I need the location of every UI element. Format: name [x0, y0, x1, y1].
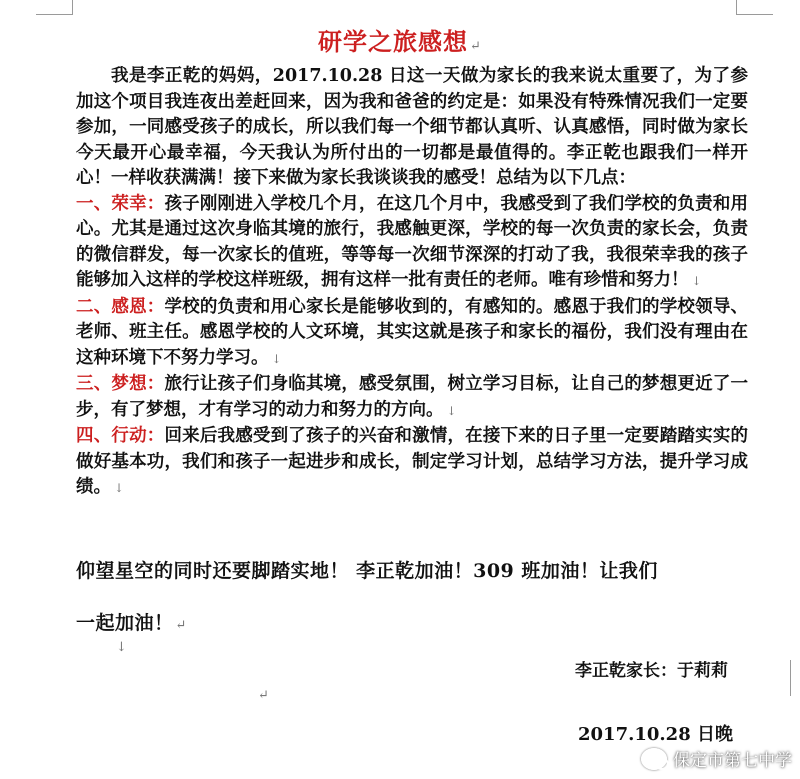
empty-paragraph-mark-icon: ↵ [258, 688, 269, 703]
section-heading-3: 三、梦想： [76, 374, 165, 394]
crop-mark-top-left [36, 0, 73, 15]
closing-line-1: 仰望星空的同时还要脚踏实地！ 李正乾加油！309 班加油！让我们 [76, 560, 658, 582]
section-text-2: 学校的负责和用心家长是能够收到的，有感知的。感恩于我们的学校领导、老师、班主任。感恩学校的人文环境，其实这就是孩子和家长的福份，我们没有理由在这种环境下不努力学习。 [76, 296, 749, 368]
section-paragraph-3 [76, 372, 748, 424]
section-text-3: 旅行让孩子们身临其境，感受氛围，树立学习目标，让自己的梦想更近了一步，有了梦想，才有学习的动力和努力的方向。 [76, 374, 749, 420]
section-heading-4: 四、行动： [76, 426, 165, 446]
section-paragraph-2 [76, 295, 748, 373]
closing-line-2-text: 一起加油！ [76, 612, 174, 634]
section-paragraph-4 [76, 424, 748, 502]
closing-line-2 [76, 597, 756, 652]
watermark [641, 746, 792, 771]
document-date: 2017.10.28 日晚 [578, 724, 733, 745]
closing-block [76, 545, 756, 652]
signature: 李正乾家长：于莉莉 [575, 661, 728, 681]
document-body [76, 64, 748, 502]
return-mark-icon: ↓ [691, 274, 702, 288]
paragraph-mark-icon: ↵ [470, 39, 482, 54]
section-heading-2: 二、感恩： [76, 296, 165, 317]
intro-text: 我是李正乾的妈妈，2017.10.28 日这一天做为家长的我来说太重要了，为了参加这个项目我连夜出差赶回来，因为我和爸爸的约定是：如果没有特殊情况我们一定要参加，一同感受孩子的成长，所以我们每一个细节都认真听、认真感悟，同时做为家长今天最开心最幸福，今天我认为所付出的一切都是最值得的。李正乾也跟我们一样开心！一样收获满满！接下来做为家长我谈谈我的感受！总结为以下几点： [76, 66, 748, 188]
crop-mark-right [790, 660, 792, 696]
section-heading-1: 一、荣幸： [76, 193, 165, 214]
section-text-1: 孩子刚刚进入学校几个月，在这几个月中，我感受到了我们学校的负责和用心。尤其是通过这次身临其境的旅行，我感触更深，学校的每一次负责的家长会，负责的微信群发，每一次家长的值班，等等每一次细节深深的打动了我，我很荣幸我的孩子能够加入这样的学校这样班级，拥有这样一批有责任的老师。唯有珍惜和努力！ [76, 193, 749, 290]
section-text-4: 回来后我感受到了孩子的兴奋和激情，在接下来的日子里一定要踏踏实实的做好基本功，我们和孩子一起进步和成长，制定学习计划，总结学习方法，提升学习成绩。 [76, 426, 749, 497]
wechat-icon [641, 748, 667, 770]
crop-mark-top-right [736, 0, 773, 15]
return-mark-icon: ↓ [446, 403, 457, 418]
empty-line-mark-icon: ↓ [116, 640, 127, 655]
return-mark-icon: ↓ [271, 351, 282, 366]
intro-paragraph [76, 64, 748, 192]
return-mark-icon: ↓ [114, 481, 125, 495]
section-paragraph-1 [76, 192, 748, 295]
document-title [0, 22, 800, 57]
watermark-text: 保定市第七中学 [673, 751, 792, 771]
paragraph-mark-icon: ↵ [175, 618, 187, 633]
title-text: 研学之旅感想 [318, 27, 469, 56]
